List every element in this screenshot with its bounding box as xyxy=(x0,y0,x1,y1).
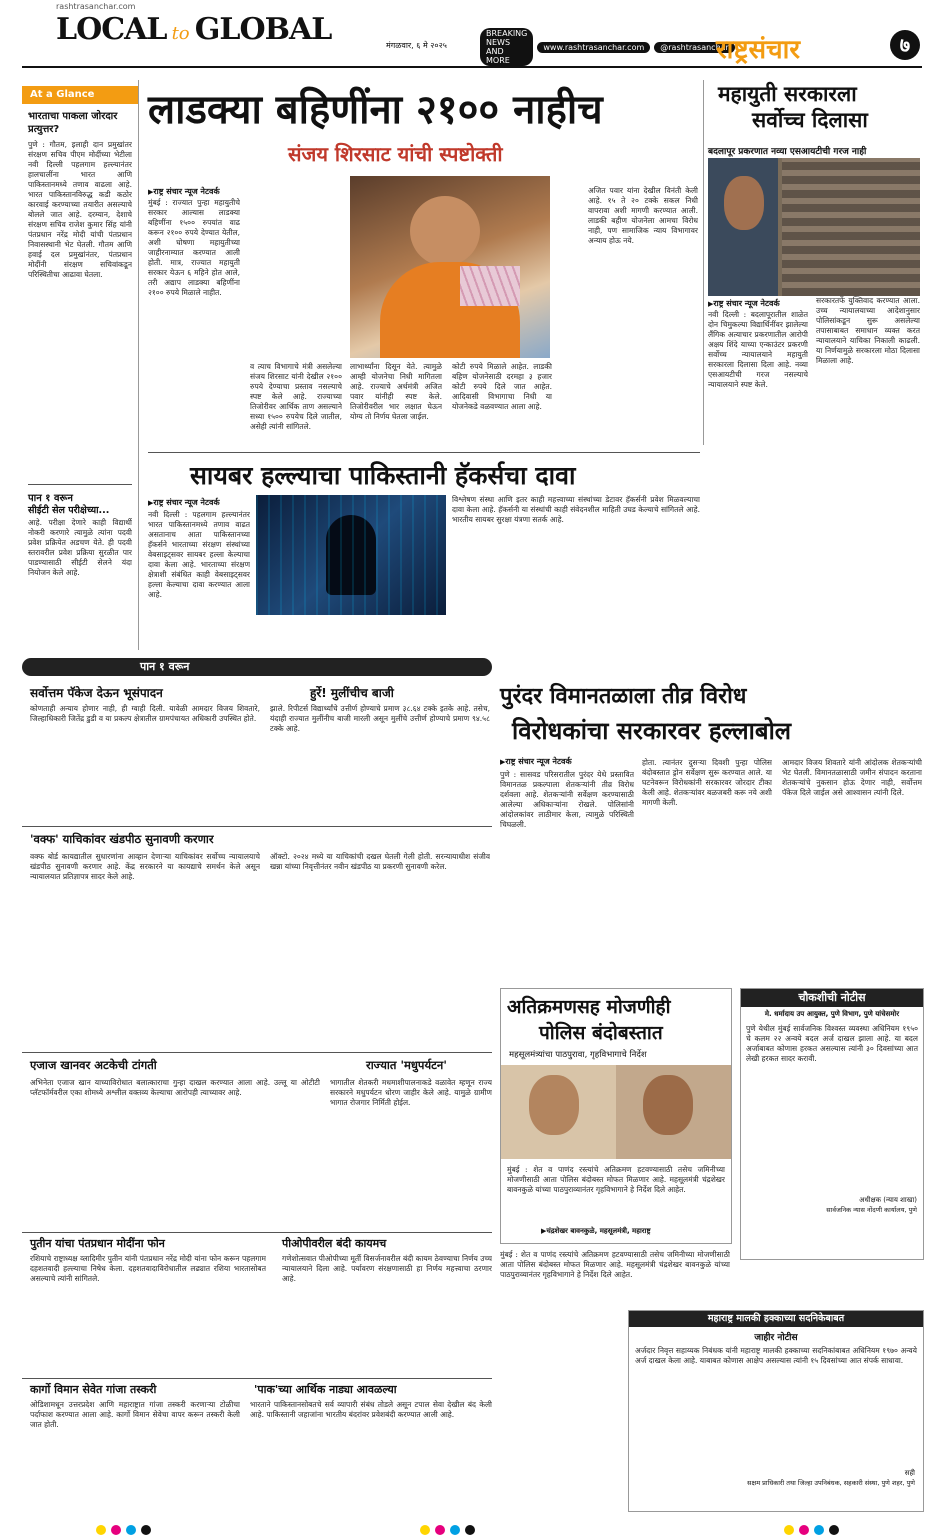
purandar-body-1: पुणे : सासवड परिसरातील पुरंदर येथे प्रस्तावित विमानतळ प्रकल्पाला शेतकऱ्यांनी तीव्र विरोध दर्शवला आहे. शेतकऱ्यांनी सर्वेक्षण करण्यासाठी आलेल्या अधिकाऱ्यांना रोखले. पोलिसांनी आंदोलकांवर लाठीमार केला, त्यामुळे परिस्थिती चिघळली. xyxy=(500,770,634,829)
color-dot xyxy=(96,1525,106,1535)
cyber-byline: ▶ राष्ट्र संचार न्यूज नेटवर्क xyxy=(148,497,220,508)
public-notice-sign2: सक्षम प्राधिकारी तथा जिल्हा उपनिबंधक, सहकारी संस्था, पुणे शहर, पुणे xyxy=(747,1479,915,1487)
purandar-body-2: होता. त्यानंतर दुसऱ्या दिवशी पुन्हा पोलिस बंदोबस्तात ड्रोन सर्वेक्षण सुरू करण्यात आले. या घटनेवरून विरोधकांनी सरकारवर जोरदार टीका केली आहे. शेतकऱ्यांवर बळजबरी करू नये अशी मागणी केली. xyxy=(642,758,772,807)
glance-story1-body: पुणे : गौतम, इलाही दान प्रमुखांतर संरक्षण सचिव पीएम मोदींच्या भेटीला नवी दिल्ली पहलगाम हल्ल्यानंतर हालचालींना भारत आणि पाकिस्तानमध्ये तणाव वाढला आहे. भारत पाकिस्तानविरुद्ध कडी कठोर कारवाई करण्याच्या तयारीत असल्याचे बोलले जात आहे. दरम्यान, देशाचे संरक्षण सचिव राजेश कुमार सिंह यांनी पंतप्रधान नरेंद्र मोदी यांची पंतप्रधान निवासस्थानी भेट घेतली. गौतम आणि हवाई दल प्रमुखांनंतर, पंतप्रधान मोदींनी संरक्षण सचिवांकडून परिस्थितीचा आढावा घेतला. xyxy=(28,140,132,279)
mahayuti-headline-1: महायुती सरकारला xyxy=(718,82,857,106)
code-overlay xyxy=(256,495,446,615)
page-number-badge xyxy=(890,30,920,60)
pak-headline: 'पाक'च्या आर्थिक नाड्या आवळल्या xyxy=(254,1383,397,1396)
public-notice-title: महाराष्ट्र मालकी हक्काच्या सदनिकेबाबत xyxy=(629,1311,923,1327)
color-dot xyxy=(829,1525,839,1535)
lead-body-5: अजित पवार यांना देखील विनंती केली आहे. १५ ते २० टक्के सकल निधी वापरावा अशी मागणी करण्यात आली. लाडकी बहीण योजनेला आमचा विरोध नाही, पण सामाजिक न्याय विभागावर अन्याय होऊ नये. xyxy=(588,186,698,245)
divider xyxy=(148,452,700,453)
ajan-col1-body: कोणताही अन्याय होणार नाही, ही ग्वाही दिली. यावेळी आमदार विजय शिवतारे, जिल्हाधिकारी जितेंद्र डुडी व या प्रकल्प क्षेत्रातील ग्रामपंचायत अधिकारी उपस्थित होते. xyxy=(30,704,260,723)
mahayuti-photo xyxy=(708,158,920,296)
inquiry-notice-title: चौकशीची नोटीस xyxy=(741,989,923,1007)
mahayuti-body-2: सरकारतर्फे युक्तिवाद करण्यात आला. उच्च न्यायालयाच्या आदेशानुसार पोलिसांकडून सुरू असलेल्या तपासाबाबत समाधान व्यक्त करत न्यायालयाने याचिका निकाली काढली. या निर्णयामुळे सरकारला मोठा दिलासा मिळाला आहे. xyxy=(816,296,920,365)
currency-notes-icon xyxy=(460,266,520,306)
inquiry-notice xyxy=(740,988,924,1260)
purandar-headline-2: विरोधकांचा सरकारवर हल्लाबोल xyxy=(512,717,792,745)
color-dot xyxy=(465,1525,475,1535)
portrait-face-icon xyxy=(724,176,764,230)
site-url[interactable]: rashtrasanchar.com xyxy=(56,2,136,11)
column-rule xyxy=(138,80,139,650)
color-dot xyxy=(141,1525,151,1535)
mahayuti-byline: ▶ राष्ट्र संचार न्यूज नेटवर्क xyxy=(708,298,780,309)
continued-band-label: पान १ वरून xyxy=(140,660,190,673)
color-dot xyxy=(111,1525,121,1535)
color-dot xyxy=(814,1525,824,1535)
public-notice-sign: सही xyxy=(904,1469,915,1477)
glance-story2-head: पान १ वरून xyxy=(28,493,73,504)
purandar-body-3: आमदार विजय शिवतारे यांनी आंदोलक शेतकऱ्यांची भेट घेतली. विमानतळासाठी जमीन संपादन करताना शेतकऱ्यांचे नुकसान होऊ देणार नाही, सर्वोत्तम पॅकेज दिले जाईल असे आश्वासन त्यांनी दिले. xyxy=(782,758,922,797)
cyber-photo xyxy=(256,495,446,615)
crowd-scene xyxy=(782,158,920,296)
atikraman-subhead: महसूलमंत्र्यांचा पाठपुरावा, गृहविभागाचे निर्देश xyxy=(509,1050,647,1060)
putin-headline: पुतीन यांचा पंतप्रधान मोदींना फोन xyxy=(30,1237,165,1250)
public-notice-sub: जाहीर नोटीस xyxy=(754,1333,798,1343)
atikraman-headline-2: पोलिस बंदोबस्तात xyxy=(539,1022,663,1044)
continued-band xyxy=(22,658,492,676)
purandar-byline: ▶ राष्ट्र संचार न्यूज नेटवर्क xyxy=(500,756,572,767)
putin-body: रशियाचे राष्ट्राध्यक्ष व्लादिमीर पुतीन यांनी पंतप्रधान नरेंद्र मोदी यांना फोन करून पहलगाम दहशतवादी हल्ल्याचा निषेध केला. दहशतवादाविरोधातील लढ्यात रशिया भारतासोबत असल्याचे त्यांनी सांगितले. xyxy=(30,1254,266,1283)
ganja-headline: कार्गो विमान सेवेत गांजा तस्करी xyxy=(30,1383,157,1396)
divider xyxy=(22,1052,492,1053)
lead-subhead: संजय शिरसाट यांची स्पष्टोक्ती xyxy=(288,142,503,166)
section-title-local: LOCAL xyxy=(56,12,167,47)
glance-story2-sub: सीईटी सेल परीक्षेच्या... xyxy=(28,505,110,516)
glance-story1-head: भारताचा पाकला जोरदार प्रत्युत्तर? xyxy=(28,111,118,135)
inquiry-notice-sign2: सार्वजनिक न्यास नोंदणी कार्यालय, पुणे xyxy=(826,1206,917,1214)
atikraman-continued: मुंबई : शेत व पाणंद रस्त्यांचे अतिक्रमण हटवण्यासाठी तसेच जमिनीच्या मोजणीसाठी आता पोलिस बंदोबस्त मोफत मिळणार आहे. महसूलमंत्री चंद्रशेखर बावनकुळे यांच्या पाठपुराव्यानंतर गृहविभागाने हे निर्देश दिले आहेत. xyxy=(500,1250,730,1279)
registration-dots-right xyxy=(784,1520,844,1539)
cyber-body-1: नवी दिल्ली : पहलगाम हल्ल्यानंतर भारत पाकिस्तानमध्ये तणाव वाढत असतानाच आता पाकिस्तानच्या हॅकर्सने भारताच्या संरक्षण संस्थांच्या वेबसाइट्सवर सायबर हल्ला केल्याचा दावा केला आहे. भारताच्या संरक्षण क्षेत्राशी संबंधित काही वेबसाइट्सवर हल्ला केल्याचा दावा करण्यात आला आहे. xyxy=(148,510,250,599)
page-number: ७ xyxy=(899,33,911,57)
color-dot xyxy=(799,1525,809,1535)
lead-body-4: कोटी रुपये मिळाले आहेत. लाडकी बहिण योजनेसाठी दरमहा ३ हजार कोटी रुपये दिले जात आहेत. आदिवासी विभागाचा निधी या योजनेकडे वळवण्यात आला आहे. xyxy=(452,362,552,411)
section-title-to: to xyxy=(171,23,190,44)
lead-photo xyxy=(350,176,550,358)
mahayuti-subhead: बदलापूर प्रकरणात नव्या एसआयटीची गरज नाही xyxy=(708,147,867,157)
color-dot xyxy=(420,1525,430,1535)
atikraman-photo xyxy=(501,1065,731,1159)
column-rule xyxy=(703,80,704,445)
breaking-strip xyxy=(480,29,729,65)
glance-story2-body: आहे. परीक्षा देणारे काही विद्यार्थी नोकरी करणारे त्यामुळे त्यांना पदवी प्रवेश प्रक्रियेत अडचण येते. ही पदवी स्तरावरील प्रवेश प्रक्रिया सुरळीत पार पाडण्यासाठी सीईटी सेलने यंदा नियोजन केले आहे. xyxy=(28,518,132,577)
lead-body-2: व त्याच विभागाचे मंत्री असलेल्या संजय शिरसाट यांनी देखील २१०० रुपये देण्याचा प्रस्ताव नसल्याचे स्पष्ट केले आहे. राज्याच्या तिजोरीवर आर्थिक ताण असल्याने सध्या १५०० रुपयेच दिले जातील, असेही त्यांनी सांगितले. xyxy=(250,362,342,431)
woman-figure-icon xyxy=(410,196,480,266)
color-dot xyxy=(435,1525,445,1535)
masthead-rule xyxy=(22,66,922,68)
mahayuti-headline-2: सर्वोच्च दिलासा xyxy=(752,108,868,132)
divider xyxy=(22,826,492,827)
handle-pill[interactable]: @rashtrasanchar xyxy=(654,42,735,53)
divider xyxy=(28,484,132,485)
color-dot xyxy=(450,1525,460,1535)
lead-headline: लाडक्या बहिणींना २१०० नाहीच xyxy=(148,87,603,133)
ajan-col2-body: झाले. रिपीटर्स विद्यार्थ्यांचे उत्तीर्ण होण्याचे प्रमाण ३८.६४ टक्के इतके आहे. तसेच, यंदाही राज्यात मुलींनीच बाजी मारली असून मुलींचे उत्तीर्ण होण्याचे प्रमाण ९४.५८ टक्के आहे. xyxy=(270,704,490,733)
atikraman-box xyxy=(500,988,732,1244)
atikraman-headline-1: अतिक्रमणसह मोजणीही xyxy=(507,996,671,1018)
purandar-headline-1: पुरंदर विमानतळाला तीव्र विरोध xyxy=(500,684,747,709)
inquiry-notice-sign: अधीक्षक (न्याय शाखा) xyxy=(859,1196,917,1204)
web-pill[interactable]: www.rashtrasanchar.com xyxy=(537,42,650,53)
lead-body-3: लाभार्थ्यांना दिसून येते. त्यामुळे आम्ही योजनेचा निधी मागितला आहे. राज्याचे अर्थमंत्री अजित पवार यांनीही स्पष्ट केले. तिजोरीवरील भार लक्षात घेऊन योग्य तो निर्णय घेतला जाईल. xyxy=(350,362,442,421)
section-title-global: GLOBAL xyxy=(194,12,332,47)
public-notice xyxy=(628,1310,924,1512)
cyber-headline: सायबर हल्ल्याचा पाकिस्तानी हॅकर्सचा दावा xyxy=(190,461,576,490)
cyber-body-2: विश्लेषण संस्था आणि इतर काही महत्त्वाच्या संस्थांच्या डेटावर हॅकर्सनी प्रवेश मिळवल्याचा दावा केला आहे. हॅकर्सनी या संस्थांची काही संवेदनशील माहिती उघड केल्याचे सांगितले आहे. भारतीय सायबर सुरक्षा यंत्रणा सतर्क आहे. xyxy=(452,495,700,524)
ajan-col1-head: सर्वोत्तम पॅकेज देऊन भूसंपादन xyxy=(30,686,163,700)
mahayuti-body-1: नवी दिल्ली : बदलापूरातील शाळेत दोन चिमुकल्या विद्यार्थिनींवर झालेल्या लैंगिक अत्याचार प्रकरणातील आरोपी अक्षय शिंदे याच्या एन्काउंटर प्रकरणी सर्वोच्च न्यायालयाने महायुती सरकारला दिलासा दिला आहे. नव्या एसआयटीची गरज नसल्याचे न्यायालयाने स्पष्ट केले. xyxy=(708,310,808,389)
pib-body: गणेशोत्सवात पीओपीच्या मूर्ती विसर्जनावरील बंदी कायम ठेवण्याचा निर्णय उच्च न्यायालयाने दिला आहे. पर्यावरण संरक्षणासाठी हा निर्णय महत्त्वाचा ठरणार आहे. xyxy=(282,1254,492,1283)
color-dot xyxy=(784,1525,794,1535)
divider xyxy=(22,1378,492,1379)
inquiry-notice-issuer: मे. धर्मादाय उप आयुक्त, पुणे विभाग, पुणे यांचेसमोर xyxy=(764,1010,900,1018)
ajan2-body: अभिनेता एजाज खान याच्याविरोधात बलात्काराचा गुन्हा दाखल करण्यात आला आहे. उल्लू या ओटीटी प्लॅटफॉर्मवरील एका शोमध्ये अश्लील वक्तव्य केल्याचा आरोपही त्याच्यावर आहे. xyxy=(30,1078,320,1097)
section-title xyxy=(56,12,331,48)
atikraman-signoff: ▶ चंद्रशेखर बावनकुळे, महसूलमंत्री, महाराष्ट्र xyxy=(541,1227,651,1236)
waqf-body-2: ऑक्टो. २०२४ मध्ये या याचिकांची दखल घेतली गेली होती. सरन्यायाधीश संजीव खन्ना यांच्या निवृत्तीनंतर नवीन खंडपीठ या प्रकरणी सुनावणी करेल. xyxy=(270,852,490,871)
pak-body: भारताने पाकिस्तानसोबतचे सर्व व्यापारी संबंध तोडले असून टपाल सेवा देखील बंद केली आहे. पाकिस्तानी जहाजांना भारतीय बंदरांवर प्रवेशबंदी करण्यात आली आहे. xyxy=(250,1400,492,1419)
pib-headline: पीओपीवरील बंदी कायमच xyxy=(282,1237,387,1250)
ajan2-headline: एजाज खानवर अटकेची टांगती xyxy=(30,1058,157,1072)
waqf-body-1: वक्फ बोर्ड कायद्यातील सुधारणांना आव्हान देणाऱ्या याचिकांवर सर्वोच्च न्यायालयाचे खंडपीठ सुनावणी करणार आहे. केंद्र सरकारने या कायद्याचे समर्थन केले असून न्यायालयात प्रतिज्ञापत्र सादर केले आहे. xyxy=(30,852,260,881)
registration-dots-left xyxy=(96,1520,156,1539)
madhu-headline: राज्यात 'मधुपर्यटन' xyxy=(366,1058,447,1072)
breaking-pill[interactable]: BREAKING NEWS AND MORE xyxy=(480,28,533,66)
atikraman-body: मुंबई : शेत व पाणंद रस्त्यांचे अतिक्रमण हटवण्यासाठी तसेच जमिनीच्या मोजणीसाठी आता पोलिस बंदोबस्त मोफत मिळणार आहे. महसूलमंत्री चंद्रशेखर बावनकुळे यांच्या पाठपुराव्यानंतर गृहविभागाने हे निर्देश दिले आहेत. xyxy=(507,1165,725,1194)
ajan-col2-head: हुर्रे! मुलींचीच बाजी xyxy=(310,686,394,700)
issue-date: मंगळवार, ६ मे २०२५ xyxy=(386,41,447,50)
ganja-body: ओडिशामधून उत्तरप्रदेश आणि महाराष्ट्रात गांजा तस्करी करणाऱ्या टोळीचा पर्दाफाश करण्यात आला आहे. कार्गो विमान सेवेचा वापर करून तस्करी केली जात होती. xyxy=(30,1400,240,1429)
inquiry-notice-body: पुणे येथील मुंबई सार्वजनिक विश्वस्त व्यवस्था अधिनियम १९५० चे कलम २२ अन्वये बदल अर्ज दाखल झाला आहे. या बदल अर्जाबाबत कोणास हरकत असल्यास त्यांनी ३० दिवसांच्या आत लेखी हरकत सादर करावी. xyxy=(746,1024,918,1063)
color-dot xyxy=(126,1525,136,1535)
lead-byline: ▶ राष्ट्र संचार न्यूज नेटवर्क xyxy=(148,186,220,197)
portrait-face-icon xyxy=(529,1075,579,1135)
public-notice-body: अर्जदार निवृत्त सहाय्यक निबंधक यांनी महाराष्ट्र मालकी हक्काच्या सदनिकांबाबत अधिनियम १९७० अन्वये अर्ज दाखल केला आहे. याबाबत कोणास आक्षेप असल्यास त्यांनी १५ दिवसांच्या आत संपर्क साधावा. xyxy=(635,1346,917,1365)
registration-dots-mid xyxy=(420,1520,480,1539)
waqf-headline: 'वक्फ' याचिकांवर खंडपीठ सुनावणी करणार xyxy=(30,832,214,846)
brand-logo: राष्ट्रसंचार xyxy=(716,35,801,65)
madhu-body: भागातील शेतकरी मधमाशीपालनाकडे वळावेत म्हणून राज्य सरकारने मधुपर्यटन धोरण जाहीर केले आहे. यामुळे ग्रामीण भागात रोजगार निर्मिती होईल. xyxy=(330,1078,492,1107)
at-a-glance-tab: At a Glance xyxy=(22,86,138,104)
divider xyxy=(22,1232,492,1233)
portrait-face-icon xyxy=(643,1075,693,1135)
lead-body-1: मुंबई : राज्यात पुन्हा महायुतीचे सरकार आल्यास लाडक्या बहिणींना १५०० रुपयांत वाढ करून २१०० रुपये देण्यात येतील, अशी घोषणा महायुतीच्या जाहीरनाम्यात करण्यात आली होती. मात्र, राज्यात महायुती सरकार येऊन ६ महिने होत आले, तरी अद्याप लाडक्या बहिणींना २१०० रुपये मिळाले नाहीत. xyxy=(148,198,240,297)
